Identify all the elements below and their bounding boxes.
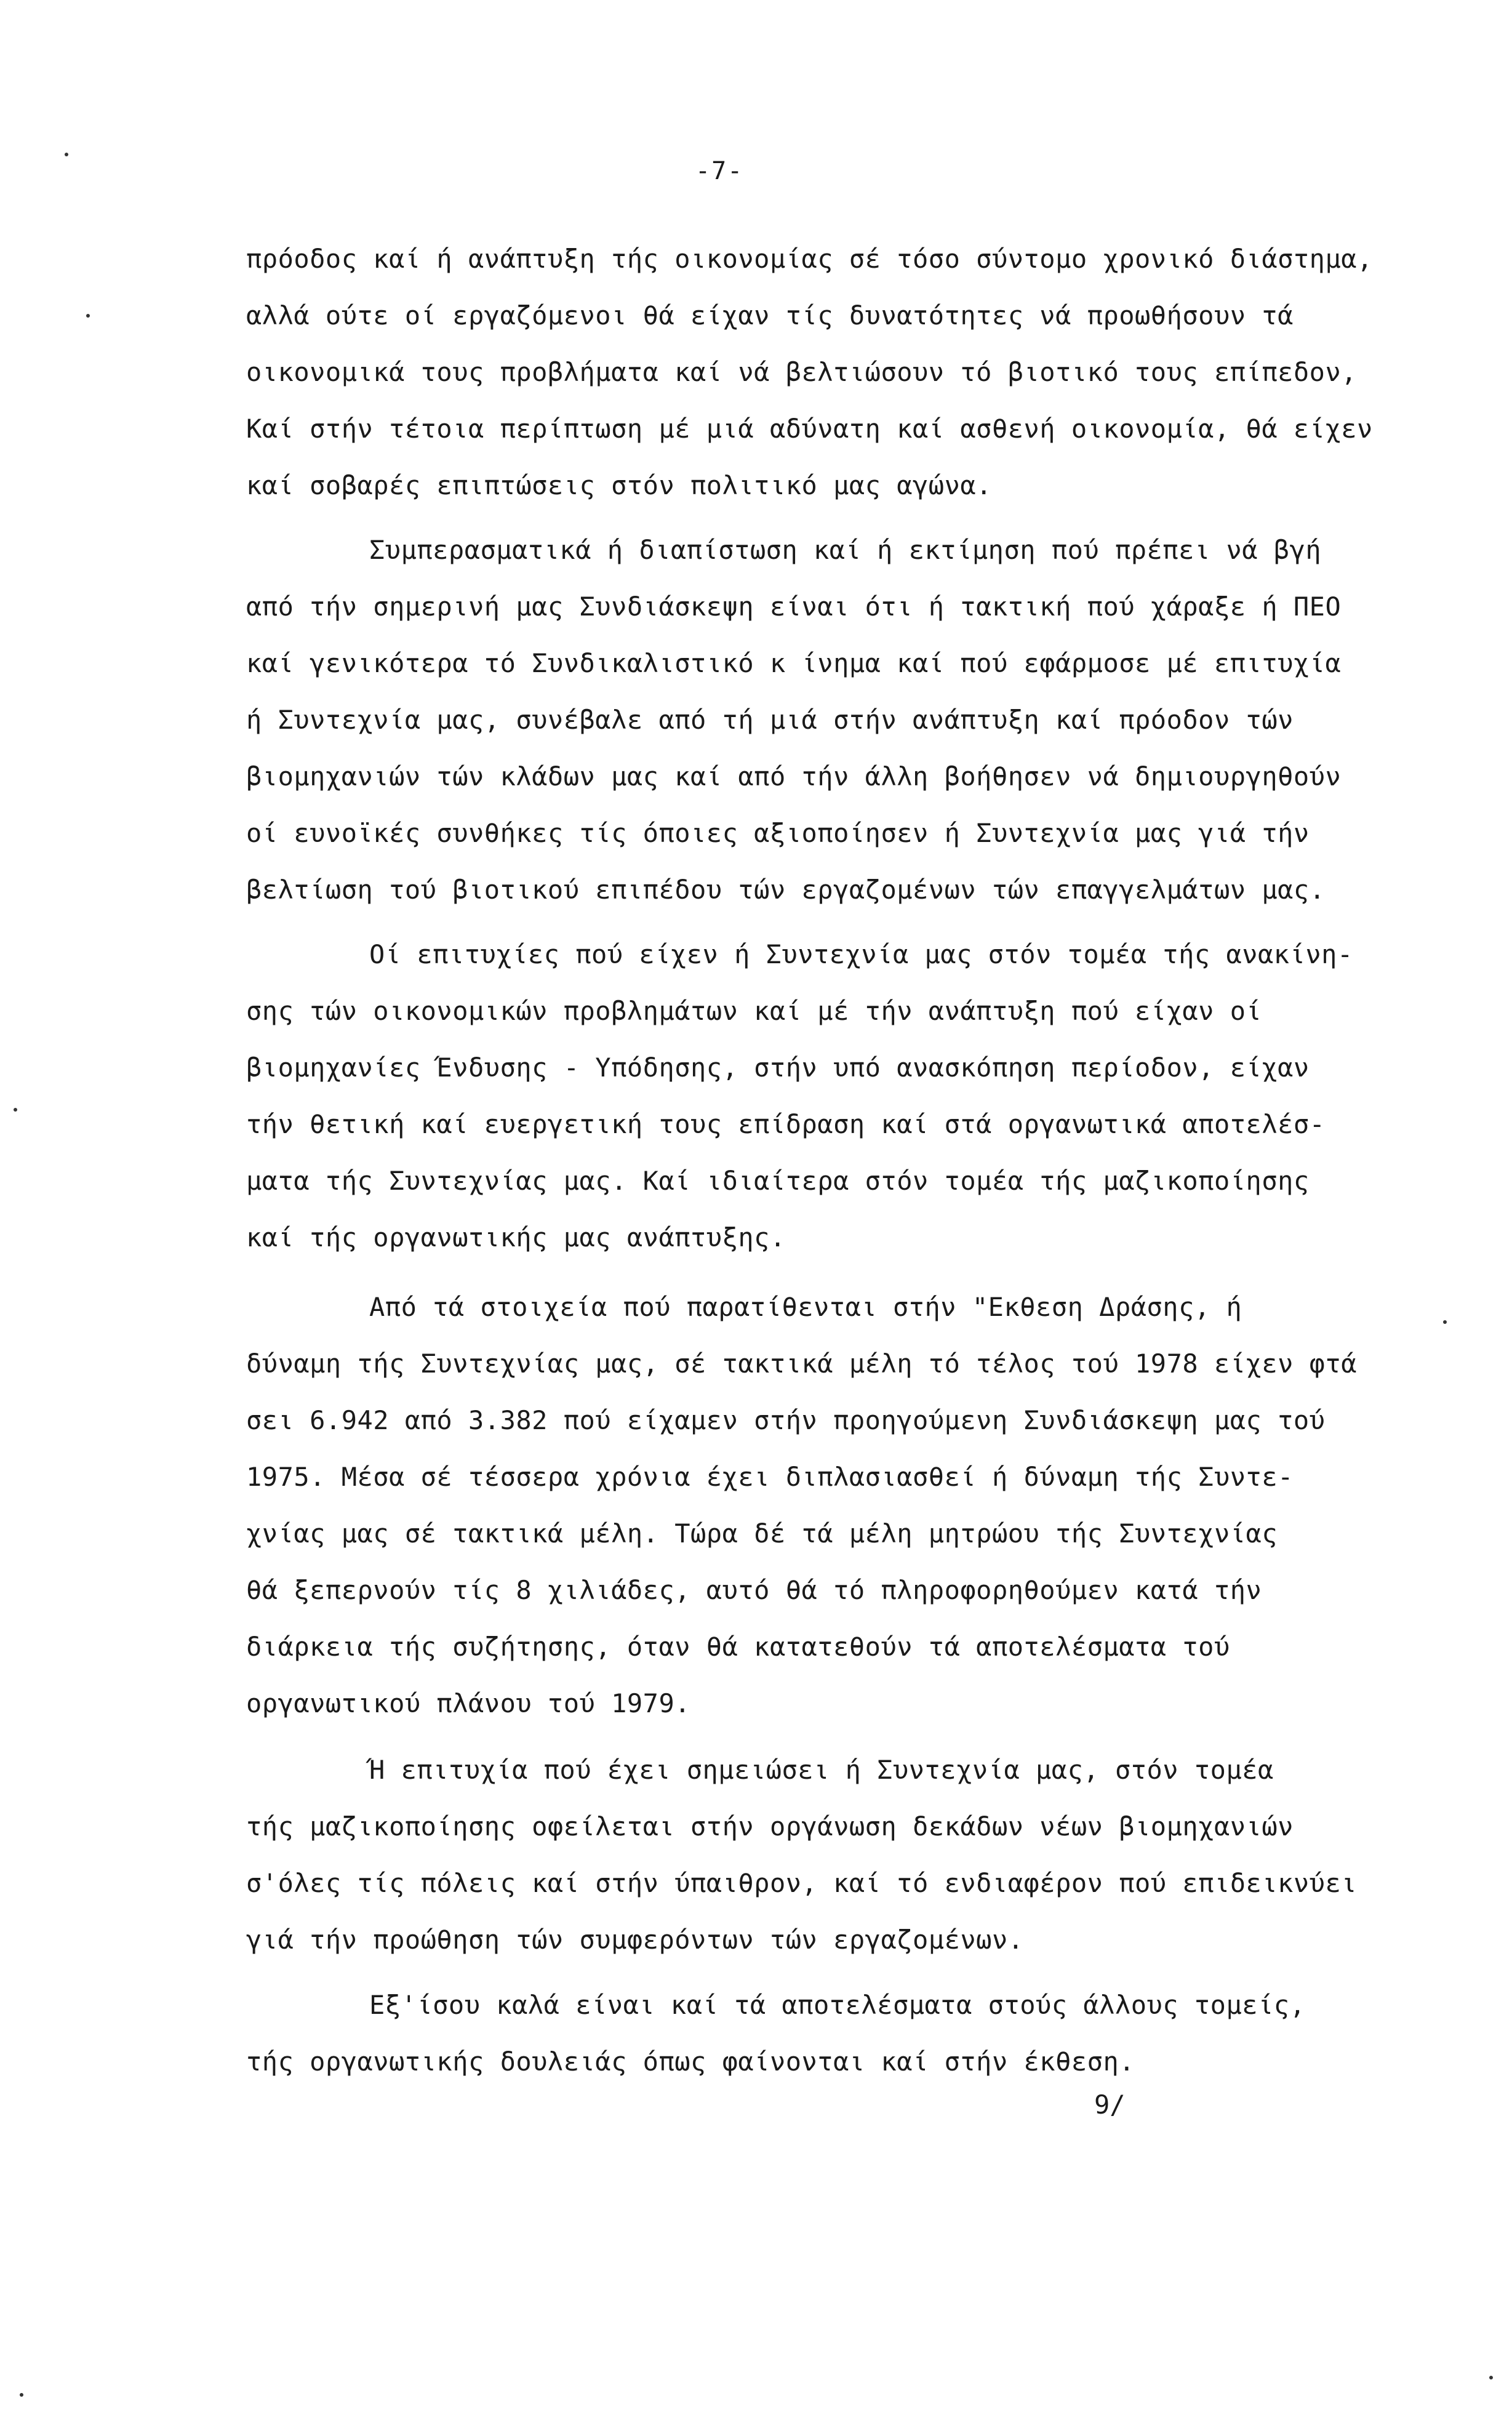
text-line: Συμπερασματικά ή διαπίστωση καί ή εκτίμηση πού πρέπει νά βγή — [369, 535, 1322, 565]
text-line: Ή επιτυχία πού έχει σημειώσει ή Συντεχνία μας, στόν τομέα — [369, 1755, 1274, 1785]
scan-speck — [1489, 2376, 1493, 2379]
text-line: αλλά ούτε οί εργαζόμενοι θά είχαν τίς δυνατότητες νά προωθήσουν τά — [246, 300, 1294, 331]
text-line: καί τής οργανωτικής μας ανάπτυξης. — [246, 1222, 786, 1253]
scan-speck — [65, 153, 68, 156]
text-line: τής οργανωτικής δουλειάς όπως φαίνονται καί στήν έκθεση. — [246, 2046, 1135, 2077]
text-line: θά ξεπερνούν τίς 8 χιλιάδες, αυτό θά τό πληροφορηθούμεν κατά τήν — [246, 1575, 1262, 1605]
paragraph-4 — [246, 1279, 1366, 1732]
paragraph-1 — [246, 231, 1373, 514]
paragraph-5 — [246, 1742, 1366, 1968]
text-line: χνίας μας σέ τακτικά μέλη. Τώρα δέ τά μέλη μητρώου τής Συντεχνίας — [246, 1518, 1278, 1549]
continuation-mark: 9/ — [1094, 2090, 1126, 2120]
scan-speck — [14, 1108, 17, 1112]
paragraph-3 — [246, 926, 1366, 1266]
scan-speck — [86, 314, 90, 318]
paragraph-6 — [246, 1977, 1366, 2090]
text-line: Οί επιτυχίες πού είχεν ή Συντεχνία μας στόν τομέα τής ανακίνη- — [369, 939, 1353, 969]
paragraph-2 — [246, 522, 1366, 918]
text-line: 1975. Μέσα σέ τέσσερα χρόνια έχει διπλασιασθεί ή δύναμη τής Συντε- — [246, 1462, 1294, 1492]
text-line: σης τών οικονομικών προβλημάτων καί μέ τήν ανάπτυξη πού είχαν οί — [246, 996, 1262, 1026]
scan-speck — [1443, 1320, 1447, 1324]
text-line: σ'όλες τίς πόλεις καί στήν ύπαιθρον, καί τό ενδιαφέρον πού επιδεικνύει — [246, 1868, 1358, 1898]
text-line: ματα τής Συντεχνίας μας. Καί ιδιαίτερα στόν τομέα τής μαζικοποίησης — [246, 1166, 1310, 1196]
text-line: οργανωτικού πλάνου τού 1979. — [246, 1688, 691, 1718]
text-line: σει 6.942 από 3.382 πού είχαμεν στήν προηγούμενη Συνδιάσκεψη μας τού — [246, 1405, 1326, 1435]
text-line: βιομηχανίες Ένδυσης - Υπόδησης, στήν υπό ανασκόπηση περίοδον, είχαν — [246, 1052, 1310, 1083]
text-line: τής μαζικοποίησης οφείλεται στήν οργάνωση δεκάδων νέων βιομηχανιών — [246, 1811, 1294, 1842]
text-line: οικονομικά τους προβλήματα καί νά βελτιώσουν τό βιοτικό τους επίπεδον, — [246, 357, 1358, 387]
text-line: γιά τήν προώθηση τών συμφερόντων τών εργαζομένων. — [246, 1925, 1024, 1955]
text-line: καί σοβαρές επιπτώσεις στόν πολιτικό μας αγώνα. — [246, 470, 992, 500]
text-line: καί γενικότερα τό Συνδικαλιστικό κ ίνημα καί πού εφάρμοσε μέ επιτυχία — [246, 648, 1342, 678]
scan-speck — [20, 2393, 23, 2397]
text-line: από τήν σημερινή μας Συνδιάσκεψη είναι ότι ή τακτική πού χάραξε ή ΠΕΟ — [246, 591, 1342, 622]
text-line: βελτίωση τού βιοτικού επιπέδου τών εργαζομένων τών επαγγελμάτων μας. — [246, 875, 1326, 905]
text-line: πρόοδος καί ή ανάπτυξη τής οικονομίας σέ τόσο σύντομο χρονικό διάστημα, — [246, 244, 1373, 274]
text-line: βιομηχανιών τών κλάδων μας καί από τήν άλλη βοήθησεν νά δημιουργηθούν — [246, 761, 1342, 792]
text-line: δύναμη τής Συντεχνίας μας, σέ τακτικά μέλη τό τέλος τού 1978 είχεν φτά — [246, 1349, 1358, 1379]
text-line: διάρκεια τής συζήτησης, όταν θά κατατεθούν τά αποτελέσματα τού — [246, 1632, 1230, 1662]
text-line: Καί στήν τέτοια περίπτωση μέ μιά αδύνατη καί ασθενή οικονομία, θά είχεν — [246, 414, 1373, 444]
page-number: -7- — [695, 157, 744, 185]
text-line: τήν θετική καί ευεργετική τους επίδραση καί στά οργανωτικά αποτελέσ- — [246, 1109, 1326, 1139]
text-line: ή Συντεχνία μας, συνέβαλε από τή μιά στήν ανάπτυξη καί πρόοδον τών — [246, 705, 1294, 735]
text-line: Από τά στοιχεία πού παρατίθενται στήν "Εκθεση Δράσης, ή — [369, 1292, 1242, 1322]
text-line: οί ευνοϊκές συνθήκες τίς όποιες αξιοποίησεν ή Συντεχνία μας γιά τήν — [246, 818, 1310, 848]
text-line: Εξ'ίσου καλά είναι καί τά αποτελέσματα στούς άλλους τομείς, — [369, 1990, 1306, 2020]
